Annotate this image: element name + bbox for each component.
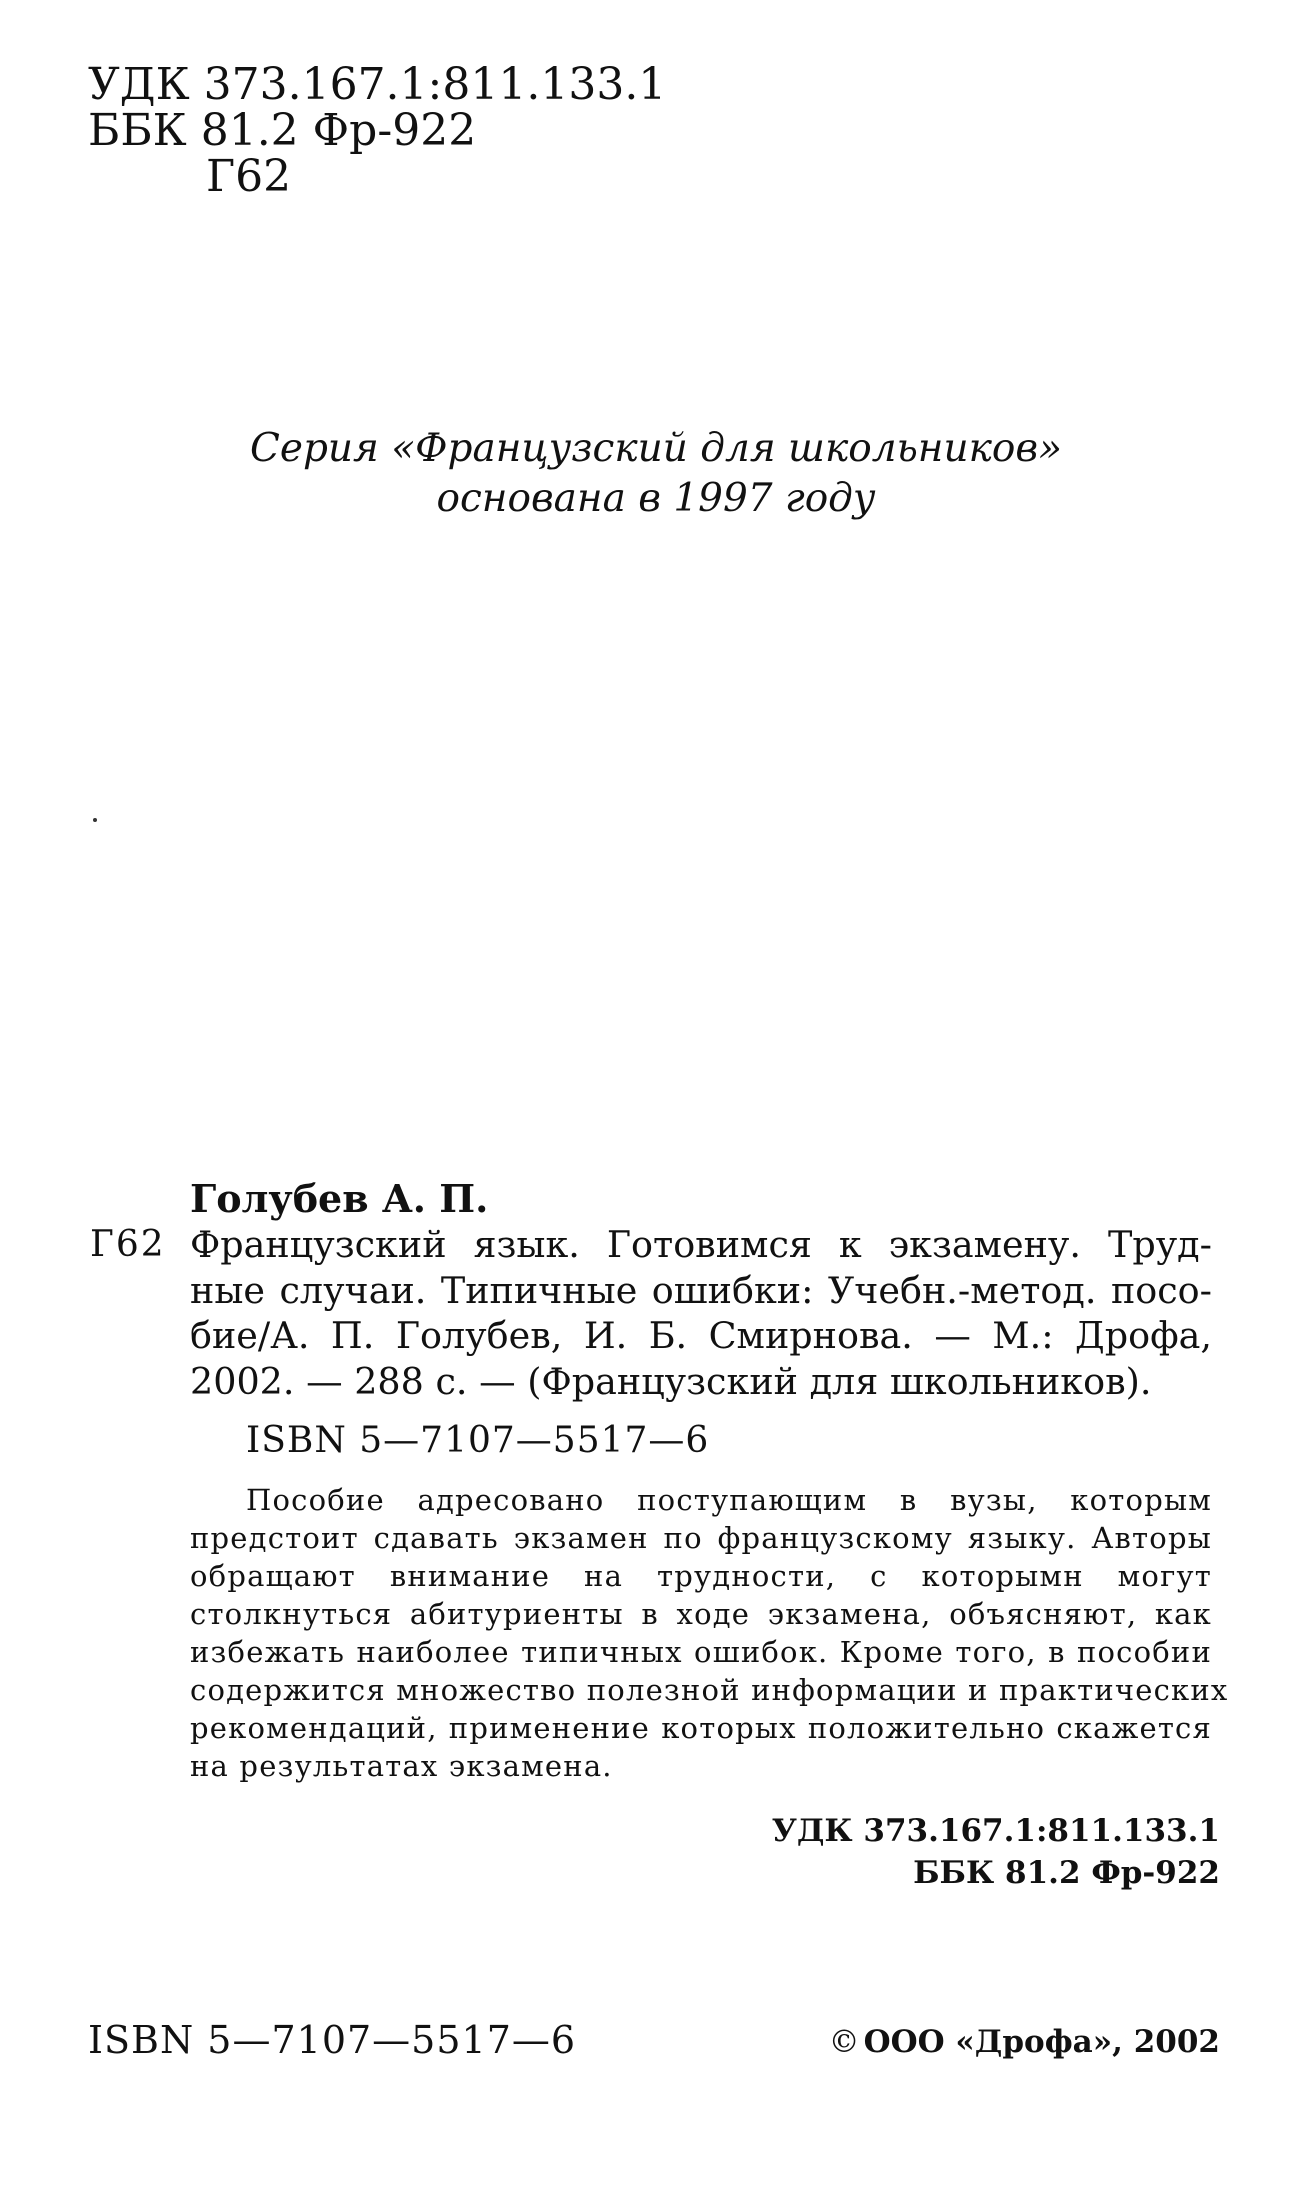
abstract-line: обращают внимание на трудности, с которымн могут bbox=[190, 1559, 1212, 1593]
card-bbk: ББК 81.2 Фр-922 bbox=[913, 1855, 1220, 1891]
card-udk: УДК 373.167.1:811.133.1 bbox=[771, 1813, 1220, 1849]
footer-copyright bbox=[829, 2024, 1220, 2060]
footer-isbn: ISBN 5—7107—5517—6 bbox=[88, 2018, 577, 2062]
abstract-line: на результатах экзамена. bbox=[190, 1749, 613, 1783]
bibliographic-record bbox=[190, 1222, 1212, 1404]
card-author: Голубев А. П. bbox=[190, 1176, 489, 1221]
abstract-line: содержится множество полезной информации и практических bbox=[190, 1673, 1229, 1707]
card-isbn: ISBN 5—7107—5517—6 bbox=[246, 1420, 710, 1461]
card-author-mark: Г62 bbox=[90, 1224, 166, 1265]
record-line: бие/А. П. Голубев, И. Б. Смирнова. — М.: Дрофа, bbox=[190, 1314, 1212, 1357]
abstract-line: избежать наиболее типичных ошибок. Кроме того, в пособии bbox=[190, 1635, 1212, 1669]
series-note bbox=[0, 424, 1312, 524]
stray-dot bbox=[93, 818, 97, 822]
record-line: Французский язык. Готовимся к экзамену. Труд- bbox=[190, 1223, 1212, 1266]
top-classification bbox=[88, 59, 667, 202]
abstract-line: Пособие адресовано поступающим в вузы, которым bbox=[246, 1483, 1212, 1517]
abstract-line: столкнуться абитуриенты в ходе экзамена, объясняют, как bbox=[190, 1597, 1212, 1631]
record-line: 2002. — 288 с. — (Французский для школьников). bbox=[190, 1359, 1152, 1403]
copyright-text: ООО «Дрофа», 2002 bbox=[863, 2024, 1220, 2060]
udk-code: УДК 373.167.1:811.133.1 bbox=[88, 59, 667, 110]
series-line-2: основана в 1997 году bbox=[436, 476, 876, 521]
card-classification bbox=[772, 1810, 1220, 1894]
record-line: ные случаи. Типичные ошибки: Учебн.-метод. посо- bbox=[190, 1268, 1212, 1312]
author-mark: Г62 bbox=[206, 151, 292, 202]
abstract-line: предстоит сдавать экзамен по французскому языку. Авторы bbox=[190, 1521, 1212, 1555]
abstract bbox=[190, 1481, 1229, 1785]
abstract-line: рекомендаций, применение которых положительно скажется bbox=[190, 1711, 1212, 1745]
copyright-icon: © bbox=[828, 2024, 860, 2060]
bbk-code: ББК 81.2 Фр-922 bbox=[88, 105, 477, 156]
series-line-1: Серия «Французский для школьников» bbox=[250, 426, 1062, 471]
